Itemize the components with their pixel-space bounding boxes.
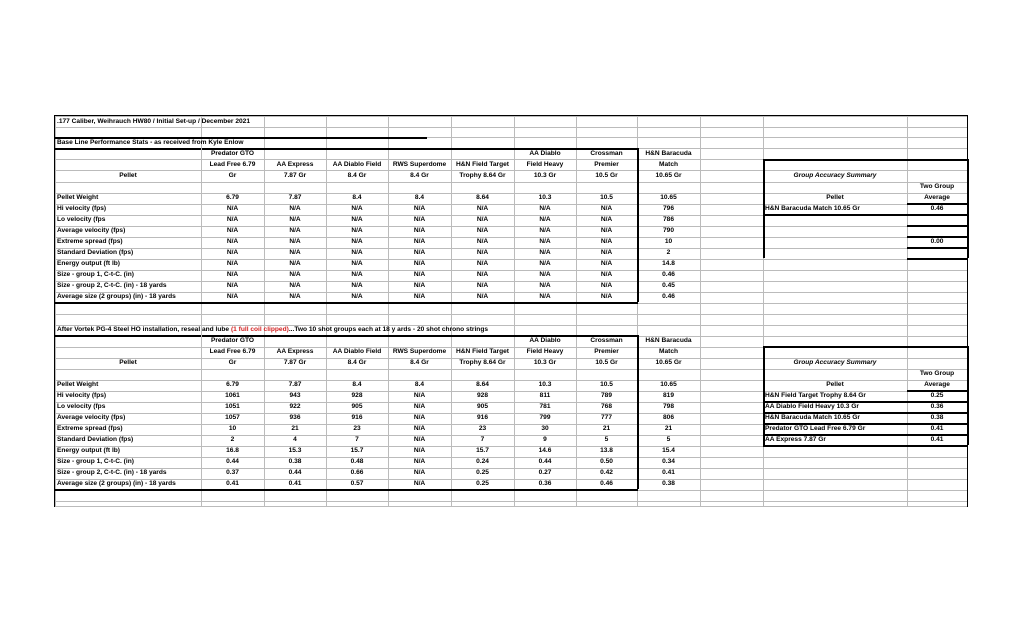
data-cell: N/A [413,469,426,476]
data-cell: N/A [289,216,301,223]
data-cell: N/A [413,227,426,234]
data-cell: N/A [539,249,551,256]
summary-title: Group Accuracy Summary [793,172,877,179]
row-label: Average velocity (fps) [57,414,126,421]
row-label: Size - group 1, C-t-C. (in) [57,271,134,278]
row-label: Size - group 2, C-t-C. (in) - 18 yards [57,469,167,476]
data-cell: 768 [600,403,612,410]
column-header: RWS Superdome [392,161,447,168]
data-cell: N/A [600,216,613,223]
data-cell: N/A [226,282,239,289]
after-heading-red: (1 full coil clipped) [230,326,289,333]
row-label: Hi velocity (fps) [57,205,107,212]
data-cell: N/A [413,480,426,487]
grid-line [55,506,967,507]
column-header: H&N Field Target [456,161,509,168]
column-header: 10.65 Gr [655,359,682,366]
column-header: 8.4 Gr [410,359,429,366]
data-cell: 5 [666,436,671,443]
summary-border [763,445,907,447]
data-cell: 0.27 [538,469,552,476]
data-cell: N/A [413,216,426,223]
sheet-title: .177 Caliber, Weihrauch HW80 / Initial Set-up / December 2021 [57,118,250,125]
data-cell: 0.42 [600,469,613,476]
data-cell: 928 [476,392,488,399]
data-cell: 0.48 [350,458,364,465]
data-cell: 819 [662,392,674,399]
data-cell: N/A [539,271,551,278]
data-cell: 21 [291,425,299,432]
data-cell: 0.24 [476,458,489,465]
summary-pellet: H&N Field Target Trophy 8.64 Gr [765,392,867,399]
column-header: Gr [228,359,237,366]
summary-border [907,247,967,249]
data-cell: N/A [476,227,489,234]
data-cell: 0.50 [600,458,613,465]
summary-border [907,225,967,227]
data-cell: 943 [289,392,301,399]
grid-line [55,182,967,183]
column-header: Premier [594,348,619,355]
summary-border [763,214,907,216]
row-label: Extreme spread (fps) [57,238,123,245]
column-header: Field Heavy [526,161,564,168]
data-cell: 0.44 [288,469,302,476]
data-cell: N/A [539,216,551,223]
data-cell: 0.45 [662,282,675,289]
data-cell: 8.64 [476,381,489,388]
data-cell: N/A [226,271,239,278]
data-cell: 8.64 [476,194,489,201]
data-cell: 2 [230,436,235,443]
data-cell: N/A [226,293,239,300]
data-cell: 777 [600,414,612,421]
data-cell: N/A [476,249,489,256]
data-cell: N/A [289,238,301,245]
summary-border [907,258,967,260]
data-cell: 916 [351,414,363,421]
data-cell: 23 [353,425,361,432]
data-cell: N/A [413,205,426,212]
data-cell: 14.6 [538,447,552,454]
data-cell: N/A [413,447,426,454]
column-header: Crossman [590,150,623,157]
data-cell: 905 [476,403,488,410]
data-cell: 0.38 [662,480,675,487]
column-header: RWS Superdome [392,348,447,355]
data-cell: N/A [476,205,489,212]
data-cell: 13.8 [600,447,613,454]
data-cell: N/A [476,271,489,278]
data-cell: 10.65 [660,194,677,201]
data-cell: N/A [289,227,301,234]
pellet-header: Pellet [119,359,137,366]
data-cell: N/A [600,227,613,234]
data-cell: N/A [413,271,426,278]
data-cell: 0.41 [662,469,675,476]
summary-avg: 0.38 [930,414,944,421]
column-header: H&N Baracuda [645,337,692,344]
data-cell: N/A [351,260,363,267]
row-label: Average size (2 groups) (in) - 18 yards [57,480,176,487]
summary-avg-header: Average [924,381,950,388]
data-cell: N/A [476,238,489,245]
grid-line [907,116,908,506]
data-cell: 799 [539,414,551,421]
summary-pellet-header: Pellet [826,381,844,388]
data-cell: 7 [355,436,359,443]
column-header: Match [658,161,679,168]
column-header: 10.3 Gr [533,172,557,179]
summary-border [763,346,967,348]
summary-pellet: AA Diablo Field Heavy 10.3 Gr [765,403,859,410]
data-cell: 5 [604,436,609,443]
data-cell: N/A [413,238,426,245]
data-cell: 15.4 [662,447,675,454]
data-cell: N/A [351,238,363,245]
column-header: 7.87 Gr [283,359,307,366]
data-cell: 8.4 [414,194,425,201]
column-header: 10.65 Gr [655,172,682,179]
data-cell: N/A [289,282,301,289]
after-heading [57,324,488,335]
summary-avg-header: Two Group [919,183,955,190]
data-cell: 922 [289,403,301,410]
data-cell: 928 [351,392,363,399]
data-cell: N/A [539,282,551,289]
data-cell: 10.65 [660,381,677,388]
spreadsheet [54,115,968,507]
data-cell: 7.87 [288,194,302,201]
column-header: Crossman [590,337,623,344]
data-cell: 781 [539,403,551,410]
data-cell: N/A [413,293,426,300]
row-label: Average size (2 groups) (in) - 18 yards [57,293,176,300]
data-cell: 10.3 [538,381,552,388]
data-cell: N/A [351,216,363,223]
column-header: 8.4 Gr [347,172,367,179]
data-cell: 0.36 [538,480,552,487]
data-cell: N/A [539,205,551,212]
data-cell: 0.44 [538,458,552,465]
summary-pellet: H&N Baracuda Match 10.65 Gr [765,205,860,212]
row-label: Lo velocity (fps [57,403,106,410]
column-header: AA Express [276,348,314,355]
data-cell: 8.4 [352,381,362,388]
grid-line [55,501,967,502]
summary-avg: 0.41 [930,436,944,443]
data-cell: N/A [351,293,363,300]
after-heading-text: ...Two 10 shot groups each at 18 y ards - 20 shot chrono strings [288,326,489,333]
data-cell: 4 [293,436,297,443]
data-cell: 0.37 [226,469,239,476]
data-cell: N/A [413,425,426,432]
data-cell: 916 [476,414,488,421]
after-heading-text: After Vortek PG-4 Steel HO installation, reseal and lube [57,326,231,333]
data-cell: 15.7 [476,447,489,454]
column-header: Predator GTO [210,150,255,157]
summary-border [907,214,967,216]
data-cell: 10 [228,425,237,432]
summary-avg-header: Two Group [919,370,955,377]
row-label: Size - group 1, C-t-C. (in) [57,458,134,465]
data-cell: N/A [476,216,489,223]
column-header: Field Heavy [526,348,564,355]
data-cell: N/A [600,293,613,300]
data-cell: N/A [289,293,301,300]
data-cell: N/A [413,458,426,465]
summary-avg: 0.00 [930,238,944,245]
data-cell: 6.79 [226,194,239,201]
row-label: Lo velocity (fps [57,216,106,223]
data-cell: 1061 [225,392,240,399]
data-cell: 0.34 [662,458,675,465]
column-header: AA Diablo Field [332,348,382,355]
data-cell: N/A [476,282,489,289]
data-cell: 0.25 [476,469,489,476]
data-cell: 0.46 [600,480,613,487]
column-header: Match [658,348,679,355]
column-header: Predator GTO [210,337,255,344]
column-header: AA Diablo [529,150,561,157]
data-cell: 8.4 [414,381,425,388]
data-cell: 786 [662,216,674,223]
summary-pellet: H&N Baracuda Match 10.65 Gr [765,414,860,421]
pellet-header: Pellet [119,172,137,179]
column-header: Lead Free 6.79 [209,161,256,168]
data-cell: N/A [413,260,426,267]
data-cell: 0.46 [662,293,675,300]
data-cell: 9 [543,436,547,443]
row-label: Extreme spread (fps) [57,425,123,432]
data-cell: N/A [289,260,301,267]
column-header: Premier [594,161,619,168]
data-cell: 936 [289,414,301,421]
data-cell: 798 [662,403,674,410]
data-cell: 10.5 [600,381,613,388]
data-cell: 15.3 [288,447,302,454]
column-header: AA Express [276,161,314,168]
summary-pellet: Predator GTO Lead Free 6.79 Gr [765,425,866,432]
data-cell: 2 [666,249,671,256]
data-cell: N/A [600,249,613,256]
data-cell: N/A [226,249,239,256]
data-cell: 23 [478,425,487,432]
data-cell: N/A [539,238,551,245]
data-cell: N/A [600,238,613,245]
data-cell: 789 [600,392,612,399]
data-cell: N/A [226,238,239,245]
row-label: Size - group 2, C-t-C. (in) - 18 yards [57,282,167,289]
row-label: Energy output (ft lb) [57,260,120,267]
row-label: Pellet Weight [57,381,99,388]
data-cell: N/A [413,403,426,410]
table-border [55,302,638,304]
summary-avg: 0.25 [930,392,944,399]
data-cell: N/A [413,392,426,399]
column-header: AA Diablo [529,337,561,344]
column-header: AA Diablo Field [332,161,382,168]
data-cell: N/A [476,293,489,300]
column-header: H&N Field Target [456,348,509,355]
data-cell: N/A [600,260,613,267]
data-cell: N/A [413,282,426,289]
row-label: Hi velocity (fps) [57,392,107,399]
data-cell: N/A [600,271,613,278]
baseline-heading: Base Line Performance Stats - as received from Kyle Enlow [57,139,244,146]
data-cell: 1057 [225,414,240,421]
grid-line [700,116,701,506]
summary-avg: 0.41 [930,425,944,432]
data-cell: N/A [226,216,239,223]
column-header: 8.4 Gr [347,359,367,366]
data-cell: 0.46 [662,271,675,278]
data-cell: 16.8 [226,447,239,454]
data-cell: 0.38 [288,458,302,465]
data-cell: N/A [539,260,551,267]
column-header: Gr [228,172,237,179]
grid-line [55,314,967,315]
column-header: 10.5 Gr [595,359,618,366]
data-cell: N/A [351,227,363,234]
column-header: 7.87 Gr [283,172,307,179]
summary-avg: 0.46 [930,205,944,212]
grid-line [55,127,967,128]
summary-border [763,159,967,161]
data-cell: N/A [226,227,239,234]
summary-border [907,445,967,447]
data-cell: 790 [662,227,674,234]
data-cell: N/A [351,205,363,212]
summary-pellet: AA Express 7.87 Gr [765,436,826,443]
data-cell: 10 [664,238,673,245]
data-cell: 30 [541,425,549,432]
summary-avg-header: Average [924,194,950,201]
summary-border [967,159,969,258]
column-header: 8.4 Gr [410,172,429,179]
data-cell: 796 [662,205,674,212]
data-cell: 21 [602,425,611,432]
column-header: Trophy 8.64 Gr [459,172,506,179]
data-cell: 15.7 [350,447,364,454]
summary-title: Group Accuracy Summary [793,359,877,366]
data-cell: 6.79 [226,381,239,388]
row-label: Pellet Weight [57,194,99,201]
table-border [55,489,638,491]
column-header: 10.3 Gr [533,359,557,366]
row-label: Energy output (ft lb) [57,447,120,454]
data-cell: 1051 [225,403,240,410]
row-label: Average velocity (fps) [57,227,126,234]
summary-border [967,346,969,445]
data-cell: 10.3 [538,194,552,201]
row-label: Standard Deviation (fps) [57,249,134,256]
data-cell: N/A [351,271,363,278]
column-header: Lead Free 6.79 [209,348,256,355]
data-cell: N/A [289,205,301,212]
data-cell: N/A [289,249,301,256]
summary-avg: 0.36 [930,403,944,410]
grid-line [55,369,967,370]
data-cell: N/A [600,205,613,212]
data-cell: N/A [600,282,613,289]
summary-pellet-header: Pellet [826,194,844,201]
data-cell: 7.87 [288,381,302,388]
data-cell: N/A [476,260,489,267]
data-cell: N/A [351,249,363,256]
data-cell: N/A [351,282,363,289]
data-cell: 0.44 [226,458,239,465]
data-cell: N/A [289,271,301,278]
data-cell: 8.4 [352,194,362,201]
data-cell: 0.41 [226,480,239,487]
data-cell: 21 [664,425,673,432]
column-header: Trophy 8.64 Gr [459,359,506,366]
column-header: H&N Baracuda [645,150,692,157]
data-cell: 7 [480,436,485,443]
data-cell: 0.57 [350,480,364,487]
data-cell: N/A [413,436,426,443]
data-cell: 811 [539,392,551,399]
data-cell: 0.66 [350,469,364,476]
data-cell: 0.41 [288,480,302,487]
data-cell: N/A [226,260,239,267]
data-cell: N/A [539,227,551,234]
data-cell: 0.25 [476,480,489,487]
data-cell: N/A [413,249,426,256]
data-cell: N/A [413,414,426,421]
row-label: Standard Deviation (fps) [57,436,134,443]
data-cell: 10.5 [600,194,613,201]
data-cell: 806 [662,414,674,421]
data-cell: N/A [539,293,551,300]
data-cell: N/A [226,205,239,212]
data-cell: 905 [351,403,363,410]
data-cell: 14.8 [662,260,675,267]
column-header: 10.5 Gr [595,172,618,179]
